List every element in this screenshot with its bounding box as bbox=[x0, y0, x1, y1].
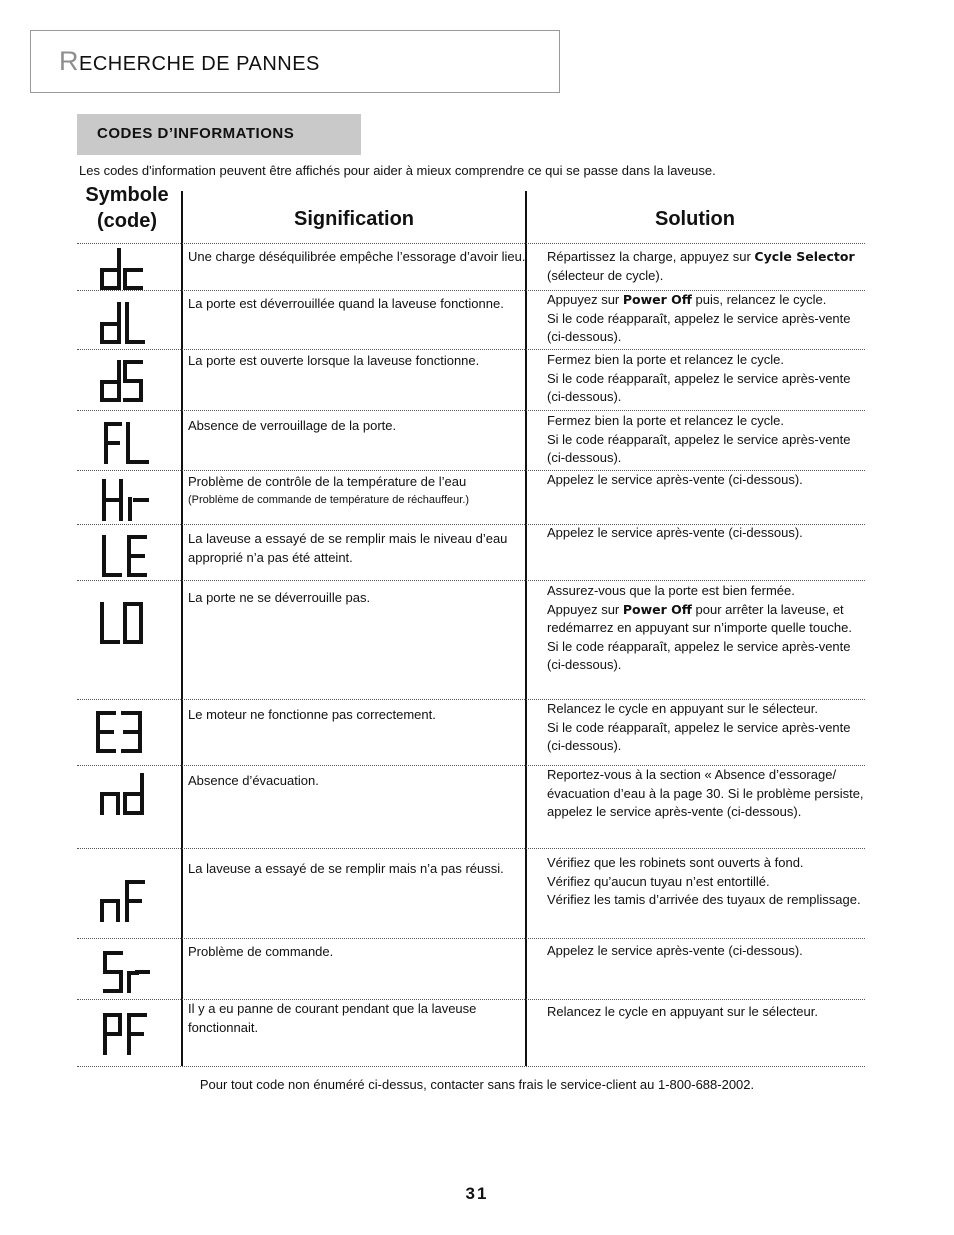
row-divider bbox=[77, 938, 865, 939]
meaning-text: Absence d’évacuation. bbox=[188, 773, 319, 788]
code-symbol-nd bbox=[77, 773, 181, 815]
solution-text: Reportez-vous à la section « Absence d’essorage/évacuation d’eau à la page 30. Si le problème persiste, appelez le service après-vente (ci-dessous). bbox=[547, 767, 864, 820]
solution-line: Vérifiez les tamis d’arrivée des tuyaux de remplissage. bbox=[547, 892, 861, 908]
meaning-cell bbox=[188, 472, 528, 510]
solution-text bbox=[547, 854, 865, 910]
intro-text: Les codes d'information peuvent être affichés pour aider à mieux comprendre ce qui se passe dans la laveuse. bbox=[79, 163, 716, 178]
code-symbol-e3 bbox=[77, 711, 181, 753]
display-code-nd-icon bbox=[77, 773, 181, 815]
meaning-text: La laveuse a essayé de se remplir mais le niveau d’eau approprié n’a pas été atteint. bbox=[188, 531, 508, 565]
code-symbol-lo bbox=[77, 602, 181, 644]
column-header-symbol-line2: (code) bbox=[97, 210, 157, 232]
solution-text bbox=[547, 582, 865, 675]
solution-text: Relancez le cycle en appuyant sur le sélecteur. bbox=[547, 1004, 818, 1019]
code-symbol-dl bbox=[77, 302, 181, 344]
solution-line: Si le code réapparaît, appelez le service après-vente (ci-dessous). bbox=[547, 310, 851, 345]
solution-line: Si le code réapparaît, appelez le service après-vente (ci-dessous). bbox=[547, 370, 851, 405]
column-divider-1 bbox=[181, 191, 183, 1066]
display-code-nf-icon bbox=[77, 880, 181, 922]
meaning-text: Il y a eu panne de courant pendant que la laveuse fonctionnait. bbox=[188, 1001, 477, 1035]
column-header-symbol-line1: Symbole bbox=[85, 184, 169, 206]
solution-text-part: puis, relancez le cycle. bbox=[691, 292, 827, 307]
solution-line: Si le code réapparaît, appelez le service après-vente (ci-dessous). bbox=[547, 719, 851, 754]
solution-text-part: Appuyez sur bbox=[547, 292, 623, 307]
meaning-text: Problème de contrôle de la température de l’eau bbox=[188, 474, 467, 489]
display-code-lo-icon bbox=[77, 602, 181, 644]
meaning-text: Absence de verrouillage de la porte. bbox=[188, 418, 397, 433]
column-divider-2 bbox=[525, 191, 527, 1066]
code-symbol-hi bbox=[77, 479, 181, 521]
meaning-text: La porte ne se déverrouille pas. bbox=[188, 590, 371, 605]
solution-line bbox=[547, 291, 865, 310]
solution-text bbox=[547, 248, 865, 285]
code-symbol-dc bbox=[77, 248, 181, 290]
code-symbol-le bbox=[77, 535, 181, 577]
solution-text bbox=[547, 700, 865, 756]
solution-line: Si le code réapparaît, appelez le service après-vente (ci-dessous). bbox=[547, 431, 851, 466]
column-header-symbol bbox=[76, 182, 178, 234]
meaning-text: La porte est ouverte lorsque la laveuse fonctionne. bbox=[188, 353, 480, 368]
page-title bbox=[59, 46, 320, 77]
display-code-e3-icon bbox=[77, 711, 181, 753]
page-number: 31 bbox=[465, 1184, 489, 1203]
code-symbol-sr bbox=[77, 951, 181, 993]
solution-line: Relancez le cycle en appuyant sur le sélecteur. bbox=[547, 701, 818, 716]
page-title-rest: ECHERCHE DE PANNES bbox=[79, 53, 320, 75]
row-divider bbox=[77, 580, 865, 581]
solution-text bbox=[547, 351, 865, 407]
section-header bbox=[77, 114, 361, 155]
solution-line: Fermez bien la porte et relancez le cycle. bbox=[547, 413, 784, 428]
column-header-solution: Solution bbox=[655, 208, 735, 230]
solution-text: Appelez le service après-vente (ci-dessous). bbox=[547, 525, 803, 540]
row-divider bbox=[77, 410, 865, 411]
meaning-note: (Problème de commande de température de réchauffeur.) bbox=[188, 494, 470, 506]
page-title-box bbox=[30, 30, 560, 93]
code-symbol-ds bbox=[77, 360, 181, 402]
solution-line: Assurez-vous que la porte est bien fermée. bbox=[547, 583, 795, 598]
solution-text-part: Répartissez la charge, appuyez sur bbox=[547, 249, 755, 264]
code-symbol-nf bbox=[77, 880, 181, 922]
display-code-fl-icon bbox=[77, 422, 181, 464]
button-name-power-off: Power Off bbox=[622, 292, 692, 307]
footer-note: Pour tout code non énuméré ci-dessus, contacter sans frais le service-client au 1-800-688-2002. bbox=[199, 1077, 755, 1092]
display-code-ds-icon bbox=[77, 360, 181, 402]
page-title-initial: R bbox=[59, 46, 79, 76]
display-code-sr-icon bbox=[77, 951, 181, 993]
solution-text: Appelez le service après-vente (ci-dessous). bbox=[547, 943, 803, 958]
solution-line bbox=[547, 601, 865, 638]
solution-line: Vérifiez que les robinets sont ouverts à fond. bbox=[547, 855, 804, 870]
row-divider bbox=[77, 848, 865, 849]
code-symbol-pf bbox=[77, 1013, 181, 1055]
solution-line: Vérifiez qu’aucun tuyau n’est entortillé. bbox=[547, 873, 770, 889]
code-symbol-fl bbox=[77, 422, 181, 464]
row-divider bbox=[77, 243, 865, 244]
display-code-dl-icon bbox=[77, 302, 181, 344]
solution-text bbox=[547, 291, 865, 347]
button-name-cycle-selector: Cycle Selector bbox=[754, 249, 855, 264]
meaning-text: Le moteur ne fonctionne pas correctement. bbox=[188, 707, 436, 722]
solution-text bbox=[547, 412, 865, 468]
button-name-power-off: Power Off bbox=[622, 601, 692, 617]
display-code-le-icon bbox=[77, 535, 181, 577]
meaning-text: Problème de commande. bbox=[188, 944, 334, 959]
meaning-text: La laveuse a essayé de se remplir mais n’a pas réussi. bbox=[188, 861, 504, 876]
solution-text-part: (sélecteur de cycle). bbox=[547, 267, 664, 283]
solution-line: Fermez bien la porte et relancez le cycle. bbox=[547, 352, 784, 367]
section-title: CODES D’INFORMATIONS bbox=[97, 125, 295, 142]
solution-text-part: pour arrêter la laveuse, et redémarrez en appuyant sur n’importe quelle touche. bbox=[547, 601, 852, 636]
column-header-meaning: Signification bbox=[294, 208, 414, 230]
solution-text: Appelez le service après-vente (ci-dessous). bbox=[547, 472, 803, 487]
display-code-dc-icon bbox=[77, 248, 181, 290]
row-divider bbox=[77, 1066, 865, 1067]
display-code-hi-icon bbox=[77, 479, 181, 521]
display-code-pf-icon bbox=[77, 1013, 181, 1055]
solution-line: Si le code réapparaît, appelez le service après-vente (ci-dessous). bbox=[547, 638, 851, 673]
meaning-text: Une charge déséquilibrée empêche l’essorage d’avoir lieu. bbox=[188, 249, 526, 264]
solution-text-part: Appuyez sur bbox=[547, 601, 623, 617]
meaning-text: La porte est déverrouillée quand la laveuse fonctionne. bbox=[188, 296, 504, 311]
row-divider bbox=[77, 349, 865, 350]
